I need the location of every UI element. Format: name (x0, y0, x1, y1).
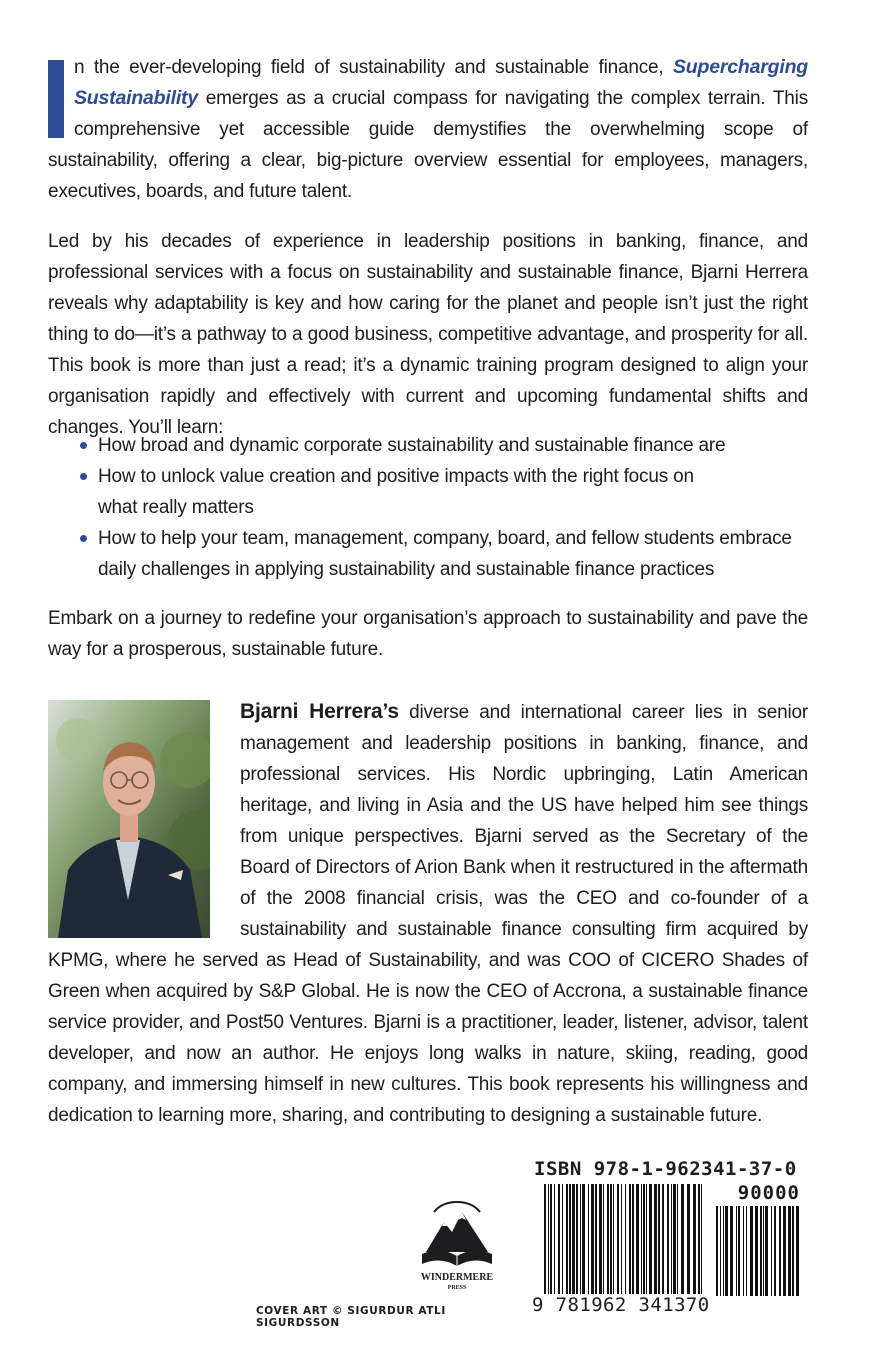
barcode-bar (641, 1184, 642, 1294)
barcode-bar (588, 1184, 589, 1294)
drop-cap-bar (48, 60, 64, 138)
barcode-bar (774, 1206, 776, 1296)
list-item (78, 461, 798, 523)
cover-art-credit: COVER ART © SIGURDUR ATLI SIGURDSSON (256, 1305, 446, 1329)
barcode-bar (693, 1184, 696, 1294)
author-bio-text: diverse and international career lies in senior management and leadership positions in banking, finance, and professional services. His Nordic upbringing, Latin American heritage, and living in Asia and the US have helped him see things from unique perspectives. Bjarni served as the Secretary of the Board of Directors of Arion Bank when it restructured in the aftermath of the 2008 financial crisis, was the CEO and co-founder of a sustainability and sustainable finance consulting firm acquired by KPMG, where he served as Head of Sustainability, and was COO of CICERO Shades of Green when acquired by S&P Global. He is now the CEO of Accrona, a sustainable finance service provider, and Post50 Ventures. Bjarni is a practitioner, leader, listener, advisor, talent developer, and now an author. He enjoys long walks in nature, skiing, reading, good company, and immersing himself in new cultures. This book represents his willingness and dedication to learning more, sharing, and contributing to designing a sustainable future. (48, 702, 808, 1126)
barcode-bar (796, 1206, 799, 1296)
book-title: Supercharging Sustainability (74, 56, 808, 109)
closing-paragraph: Embark on a journey to redefine your organisation’s approach to sustainability and pave the way for a prosperous, sustainable future. (48, 608, 808, 660)
barcode-bar (621, 1184, 622, 1294)
publisher-logo (414, 1198, 500, 1294)
publisher-name: WINDERMERE (420, 1272, 494, 1283)
barcode-bar (746, 1206, 747, 1296)
barcode-bar (681, 1184, 684, 1294)
barcode-bar (698, 1184, 700, 1294)
barcode-bar (771, 1206, 772, 1296)
intro-text-start: n the ever-developing field of sustainability and sustainable finance, (74, 57, 673, 78)
barcode-bar (591, 1184, 594, 1294)
barcode-bar (548, 1184, 549, 1294)
barcode-bar (554, 1184, 555, 1294)
barcode-bar (566, 1184, 568, 1294)
list-item-text: How to unlock value creation and positive impacts with the right focus on what really matters (98, 466, 694, 518)
barcode-bar (687, 1184, 690, 1294)
addon-barcode-bars (716, 1206, 800, 1302)
barcode-bar (667, 1184, 669, 1294)
barcode-bar (603, 1184, 604, 1294)
barcode-bar (743, 1206, 744, 1296)
mountain-book-icon (414, 1198, 500, 1294)
barcode-bar (582, 1184, 585, 1294)
barcode-bar (580, 1184, 581, 1294)
barcode-bar (788, 1206, 791, 1296)
barcode-bar (779, 1206, 781, 1296)
barcode-bar (569, 1184, 571, 1294)
description-paragraph: Led by his decades of experience in leadership positions in banking, finance, and professional services with a focus on sustainability and sustainable finance, Bjarni Herrera reveals why adaptability is key and how caring for the planet and people isn’t just the right thing to do—it’s a pathway to a good business, competitive advantage, and prosperity for all. This book is more than just a read; it’s a dynamic training program designed to align your organisation rapidly and effectively with current and upcoming fundamental shifts and changes. You’ll learn: (48, 231, 808, 438)
barcode-bar (607, 1184, 609, 1294)
publisher-subtitle: PRESS (447, 1285, 467, 1291)
barcode-bar (738, 1206, 740, 1296)
learning-list (78, 430, 798, 585)
barcode-bar (617, 1184, 619, 1294)
barcode-bar (792, 1206, 794, 1296)
isbn-number: ISBN 978-1-962341-37-0 (534, 1158, 797, 1180)
list-item: How broad and dynamic corporate sustainability and sustainable finance are (78, 430, 798, 461)
author-portrait-illustration (48, 700, 210, 938)
ean-digits: 9 781962 341370 (532, 1294, 710, 1316)
barcode-bar (643, 1184, 645, 1294)
author-name: Bjarni Herrera’s (240, 700, 399, 723)
barcode-bar (720, 1206, 721, 1296)
barcode-bar (625, 1184, 626, 1294)
barcode-bar (558, 1184, 560, 1294)
barcode-bar (730, 1206, 733, 1296)
list-item: How to help your team, management, company, board, and fellow students embrace daily challenges in applying sustainability and sustainable finance practices (78, 523, 798, 585)
isbn-barcode (528, 1158, 804, 1322)
barcode-bar (654, 1184, 657, 1294)
barcode-bar (636, 1184, 639, 1294)
barcode-bar (750, 1206, 753, 1296)
barcode-bar (671, 1184, 672, 1294)
barcode-bar (649, 1184, 652, 1294)
barcode-bar (763, 1206, 764, 1296)
barcode-bar (576, 1184, 578, 1294)
barcode-bar (613, 1184, 614, 1294)
barcode-bar (677, 1184, 678, 1294)
barcode-bar (632, 1184, 634, 1294)
barcode-bar (673, 1184, 676, 1294)
barcode-bar (760, 1206, 762, 1296)
barcode-bar (725, 1206, 728, 1296)
barcode-bar (716, 1206, 718, 1296)
intro-text-end: emerges as a crucial compass for navigating the complex terrain. This comprehensive yet accessible guide demystifies the overwhelming scope of sustainability, offering a clear, big-picture overview essential for employees, managers, executives, boards, and future talent. (48, 88, 808, 202)
barcode-bar (658, 1184, 660, 1294)
author-bio (48, 696, 808, 1131)
barcode-bar (610, 1184, 612, 1294)
barcode-bar (550, 1184, 552, 1294)
barcode-bar (723, 1206, 724, 1296)
barcode-bar (765, 1206, 768, 1296)
price-code: 90000 (737, 1182, 800, 1204)
barcode-bar (736, 1206, 737, 1296)
barcode-bar (562, 1184, 563, 1294)
intro-paragraph (48, 52, 808, 207)
barcode-bar (544, 1184, 546, 1294)
barcode-bar (599, 1184, 602, 1294)
barcode-bar (783, 1206, 786, 1296)
barcode-bar (572, 1184, 575, 1294)
barcode-bar (755, 1206, 758, 1296)
barcode-bar (646, 1184, 647, 1294)
barcode-bar (595, 1184, 597, 1294)
barcode-bar (629, 1184, 631, 1294)
barcode-bar (701, 1184, 702, 1294)
barcode-bar (662, 1184, 664, 1294)
author-photo (48, 700, 210, 938)
